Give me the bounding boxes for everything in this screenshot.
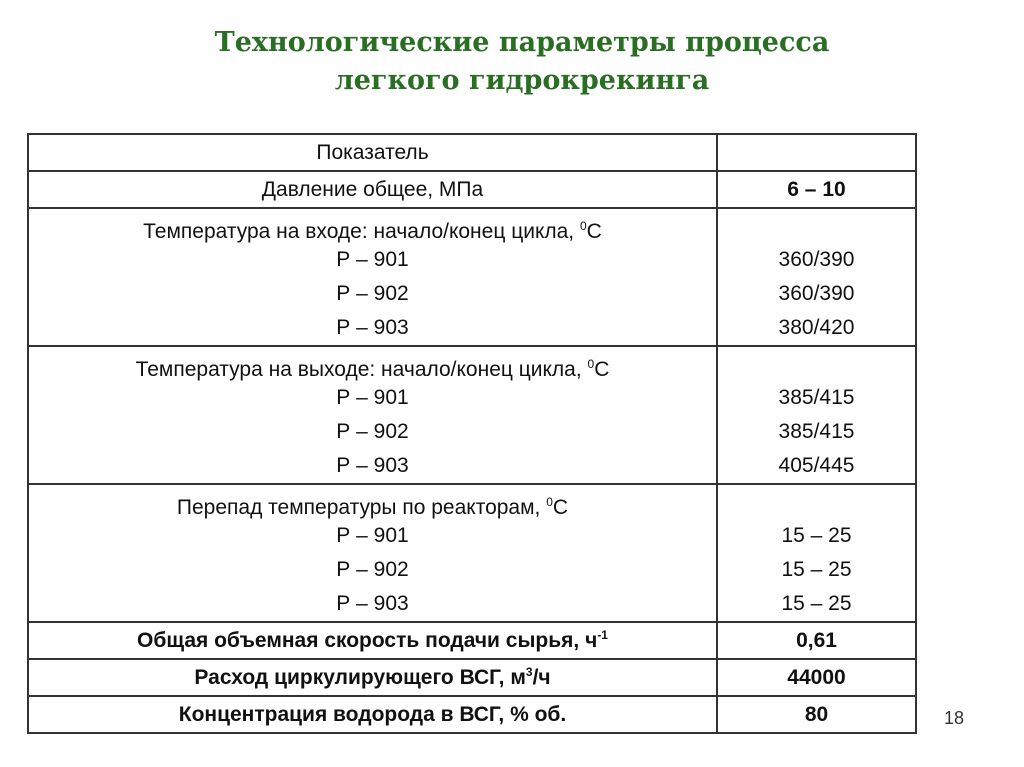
group-label: Перепад температуры по реакторам, (176, 496, 547, 519)
table-row (28, 696, 916, 733)
sup: 0 (546, 495, 553, 509)
reactor-name: Р – 901 (336, 386, 409, 409)
value: 385/415 (778, 386, 855, 409)
sup: -1 (597, 628, 608, 642)
param-text: Общая объемная скорость подачи сырья, ч (137, 629, 598, 652)
reactor-name: Р – 903 (336, 454, 409, 477)
param-cell (28, 696, 717, 733)
value: 385/415 (778, 420, 855, 443)
table-row (28, 171, 916, 208)
header-param: Показатель (28, 134, 717, 171)
param-cell (28, 346, 717, 484)
reactor-name: Р – 902 (336, 282, 409, 305)
value: 360/390 (778, 248, 855, 271)
group-label: Температура на входе: начало/конец цикла, (143, 220, 580, 243)
sup: 3 (525, 665, 533, 679)
value-cell (717, 346, 916, 484)
page-number: 18 (944, 708, 965, 728)
value-cell: 0,61 (717, 622, 916, 659)
header-value (717, 134, 916, 171)
unit: С (594, 358, 610, 381)
reactor-name: Р – 901 (336, 524, 409, 547)
reactor-name: Р – 902 (336, 558, 409, 581)
param-cell (28, 208, 717, 346)
value: 15 – 25 (781, 558, 852, 581)
table-row (28, 659, 916, 696)
tail: /ч (532, 666, 551, 689)
value: 15 – 25 (781, 592, 852, 615)
unit: С (586, 220, 602, 243)
value: 405/445 (778, 454, 855, 477)
unit: С (552, 496, 569, 519)
param-text: Расход циркулирующего ВСГ, м (194, 666, 526, 689)
value-cell: 6 – 10 (717, 171, 916, 208)
title-line-1: Технологические параметры процесса (214, 27, 830, 58)
slide-title (0, 24, 1024, 100)
sup: 0 (587, 357, 595, 371)
table-group-row (28, 208, 916, 346)
param-cell (28, 484, 717, 622)
table-group-row (28, 484, 916, 622)
reactor-name: Р – 903 (336, 592, 409, 615)
value-cell (717, 208, 916, 346)
value-cell (717, 484, 916, 622)
value-cell: 44000 (717, 659, 916, 696)
param-cell (28, 659, 717, 696)
param-cell: Давление общее, МПа (28, 171, 717, 208)
table-header-row (28, 134, 916, 171)
table-row (28, 622, 916, 659)
title-line-2: легкого гидрокрекинга (334, 65, 710, 96)
value-cell: 80 (717, 696, 916, 733)
value: 380/420 (778, 316, 855, 339)
value: 360/390 (778, 282, 855, 305)
param-cell (28, 622, 717, 659)
sup: 0 (579, 219, 587, 233)
param-text: Концентрация водорода в ВСГ, % об. (178, 703, 567, 726)
value: 15 – 25 (781, 524, 852, 547)
group-label: Температура на выходе: начало/конец цикла, (135, 358, 588, 381)
parameters-table (27, 133, 917, 734)
table-group-row (28, 346, 916, 484)
reactor-name: Р – 903 (336, 316, 409, 339)
reactor-name: Р – 901 (336, 248, 409, 271)
reactor-name: Р – 902 (336, 420, 409, 443)
